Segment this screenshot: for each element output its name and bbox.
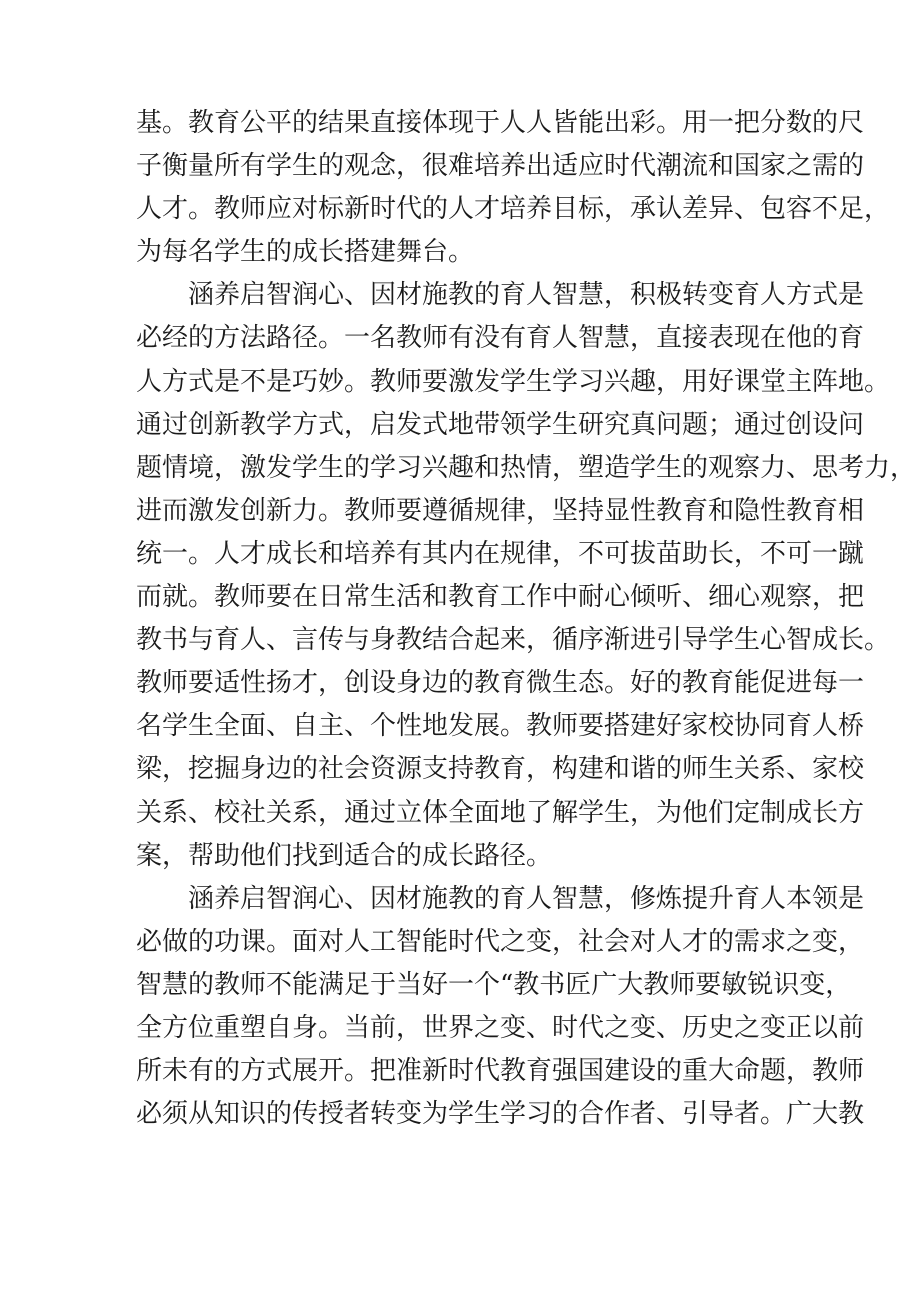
text-line: 名学生全面、自主、个性地发展。教师要搭建好家校协同育人桥	[136, 711, 865, 742]
text-line: 人才。教师应对标新时代的人才培养目标，承认差异、包容不足，	[136, 194, 891, 225]
text-line: 教书与育人、言传与身教结合起来，循序渐进引导学生心智成长。	[136, 625, 891, 656]
text-line: 题情境，激发学生的学习兴趣和热情，塑造学生的观察力、思考力，	[136, 452, 917, 483]
text-line: 智慧的教师不能满足于当好一个“教书匠广大教师要敏锐识变，	[136, 969, 852, 1000]
text-line: 基。教育公平的结果直接体现于人人皆能出彩。用一把分数的尺	[136, 108, 865, 138]
text-line: 统一。人才成长和培养有其内在规律，不可拔苗助长，不可一蹴	[136, 538, 865, 569]
text-line: 教师要适性扬才，创设身边的教育微生态。好的教育能促进每一	[136, 668, 865, 699]
document-body	[136, 102, 917, 1136]
text-line: 涵养启智润心、因材施教的育人智慧，修炼提升育人本领是	[188, 883, 865, 914]
text-line: 为每名学生的成长搭建舞台。	[136, 237, 475, 268]
text-line: 全方位重塑自身。当前，世界之变、时代之变、历史之变正以前	[136, 1012, 865, 1043]
text-line: 必经的方法路径。一名教师有没有育人智慧，直接表现在他的育	[136, 323, 865, 354]
text-line: 必做的功课。面对人工智能时代之变，社会对人才的需求之变，	[136, 926, 865, 957]
text-line: 必须从知识的传授者转变为学生学习的合作者、引导者。广大教	[136, 1099, 865, 1130]
text-line: 进而激发创新力。教师要遵循规律，坚持显性教育和隐性教育相	[136, 495, 865, 526]
text-line: 关系、校社关系，通过立体全面地了解学生，为他们定制成长方	[136, 797, 865, 828]
text-line: 梁，挖掘身边的社会资源支持教育，构建和谐的师生关系、家校	[136, 754, 865, 785]
text-line: 人方式是不是巧妙。教师要激发学生学习兴趣，用好课堂主阵地。	[136, 366, 891, 397]
text-line: 通过创新教学方式，启发式地带领学生研究真问题；通过创设问	[136, 409, 865, 440]
text-line: 涵养启智润心、因材施教的育人智慧，积极转变育人方式是	[188, 280, 865, 311]
text-line: 所未有的方式展开。把准新时代教育强国建设的重大命题，教师	[136, 1056, 865, 1087]
text-line: 而就。教师要在日常生活和教育工作中耐心倾听、细心观察，把	[136, 582, 865, 613]
text-line: 子衡量所有学生的观念，很难培养出适应时代潮流和国家之需的	[136, 151, 865, 182]
text-line: 案，帮助他们找到适合的成长路径。	[136, 840, 553, 871]
